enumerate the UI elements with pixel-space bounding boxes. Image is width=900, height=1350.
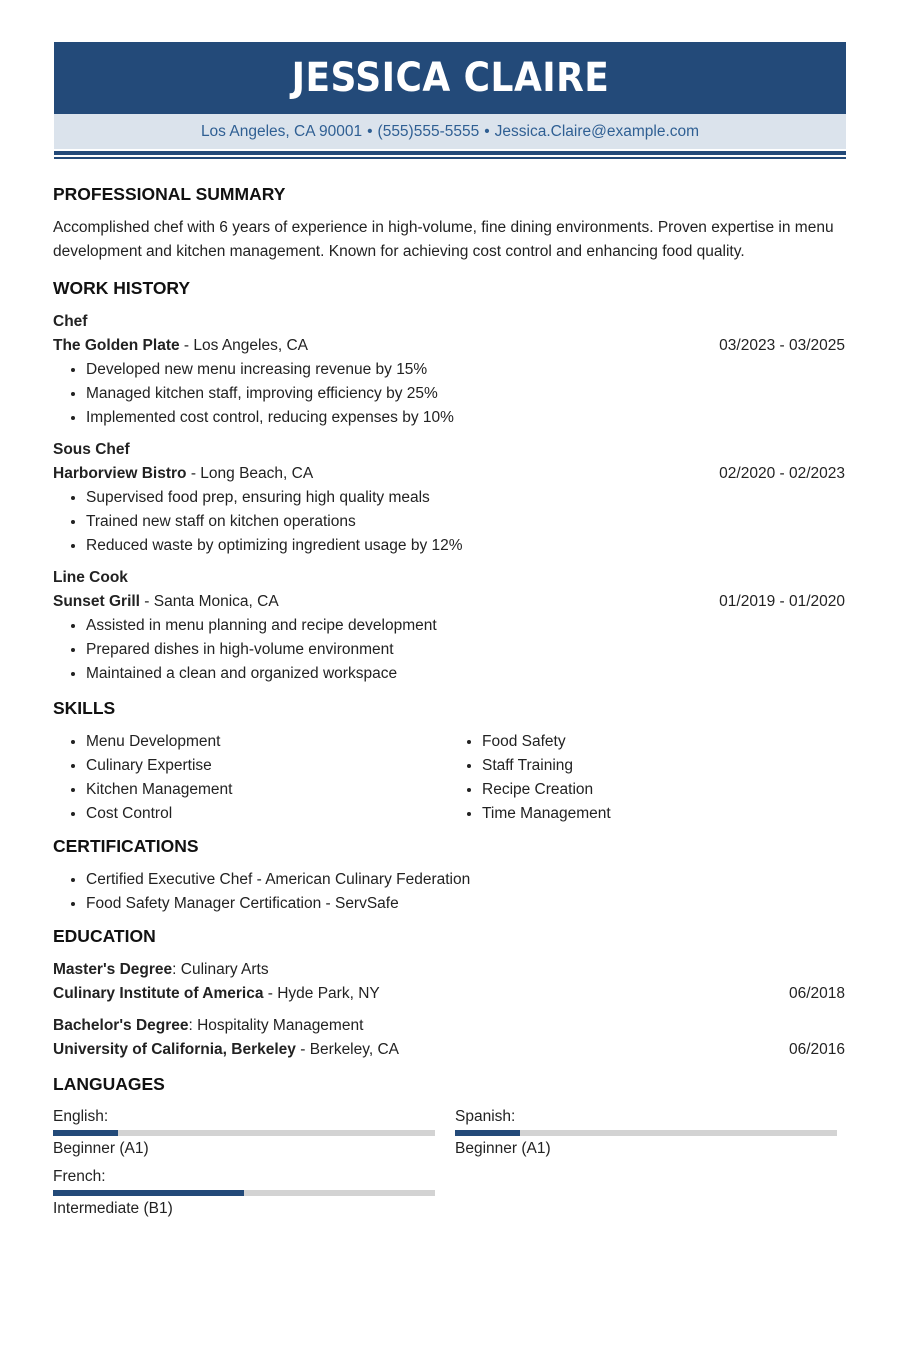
section-title-skills: SKILLS <box>53 698 116 718</box>
job-employer-line <box>53 462 845 486</box>
education-school: Culinary Institute of America <box>53 985 264 1002</box>
language-proficiency-fill <box>455 1130 520 1136</box>
skills-list-left <box>53 730 449 826</box>
language-proficiency-bar <box>53 1190 435 1196</box>
language-level: Beginner (A1) <box>455 1140 551 1157</box>
job-company: The Golden Plate <box>53 337 180 354</box>
certification-item: • Certified Executive Chef - American Culinary Federation <box>86 868 845 892</box>
skill-item: • Culinary Expertise <box>86 754 449 778</box>
job-company: Harborview Bistro <box>53 465 187 482</box>
skill-item: • Time Management <box>482 802 845 826</box>
skills-columns <box>53 730 845 826</box>
language-proficiency-bar <box>53 1130 435 1136</box>
header-rule-thick <box>54 151 846 155</box>
job-entry <box>53 310 845 430</box>
language-level: Intermediate (B1) <box>53 1200 173 1217</box>
job-bullet: • Implemented cost control, reducing expenses by 10% <box>86 406 845 430</box>
job-dates: 02/2020 - 02/2023 <box>719 465 845 482</box>
section-title-languages: LANGUAGES <box>53 1074 165 1094</box>
skills-list-right <box>449 730 845 826</box>
job-bullet: • Assisted in menu planning and recipe development <box>86 614 845 638</box>
contact-separator: • <box>367 122 373 140</box>
job-location: - Santa Monica, CA <box>140 593 279 610</box>
job-bullet: • Supervised food prep, ensuring high quality meals <box>86 486 845 510</box>
skill-item: • Staff Training <box>482 754 845 778</box>
language-entry <box>455 1106 845 1160</box>
job-bullet: • Prepared dishes in high-volume environment <box>86 638 845 662</box>
education-degree: Master's Degree <box>53 961 173 978</box>
certifications-list <box>53 868 845 916</box>
skill-item: • Kitchen Management <box>86 778 449 802</box>
language-name: English: <box>53 1108 109 1125</box>
language-proficiency-bar <box>455 1130 837 1136</box>
contact-phone: (555)555-5555 <box>377 122 480 140</box>
job-bullet: • Reduced waste by optimizing ingredient usage by 12% <box>86 534 845 558</box>
resume-content <box>53 180 845 1220</box>
job-employer-line <box>53 590 845 614</box>
job-title: Chef <box>53 313 88 330</box>
education-location: - Hyde Park, NY <box>263 985 380 1002</box>
language-name: French: <box>53 1168 106 1185</box>
education-field: : Hospitality Management <box>188 1017 364 1034</box>
education-date: 06/2016 <box>788 1041 845 1058</box>
section-title-education: EDUCATION <box>53 926 156 946</box>
job-title: Sous Chef <box>53 441 130 458</box>
education-degree: Bachelor's Degree <box>53 1017 189 1034</box>
education-entry <box>53 1014 845 1062</box>
job-title: Line Cook <box>53 569 128 586</box>
skill-item: • Cost Control <box>86 802 449 826</box>
job-bullet: • Trained new staff on kitchen operations <box>86 510 845 534</box>
job-dates: 01/2019 - 01/2020 <box>719 593 845 610</box>
job-bullet: • Developed new menu increasing revenue by 15% <box>86 358 845 382</box>
job-company: Sunset Grill <box>53 593 140 610</box>
language-proficiency-fill <box>53 1190 244 1196</box>
summary-text: Accomplished chef with 6 years of experience in high-volume, fine dining environments. Proven expertise in menu development and kitchen management. Known for achieving cost control and enhancing food quality. <box>53 219 834 260</box>
job-entry <box>53 566 845 686</box>
education-field: : Culinary Arts <box>172 961 269 978</box>
job-bullet: • Maintained a clean and organized workspace <box>86 662 845 686</box>
job-bullet: • Managed kitchen staff, improving efficiency by 25% <box>86 382 845 406</box>
skill-item: • Recipe Creation <box>482 778 845 802</box>
languages-grid <box>53 1106 845 1220</box>
education-date: 06/2018 <box>788 985 845 1002</box>
header-band <box>54 42 846 114</box>
contact-bar <box>54 114 846 149</box>
job-bullets <box>53 614 845 686</box>
contact-location: Los Angeles, CA 90001 <box>200 122 363 140</box>
job-entry <box>53 438 845 558</box>
language-proficiency-fill <box>53 1130 118 1136</box>
job-location: - Los Angeles, CA <box>179 337 308 354</box>
section-title-certifications: CERTIFICATIONS <box>53 836 199 856</box>
contact-separator: • <box>484 122 490 140</box>
education-location: - Berkeley, CA <box>295 1041 399 1058</box>
header-rule-thin <box>54 157 846 159</box>
skill-item: • Menu Development <box>86 730 449 754</box>
candidate-name: JESSICA CLAIRE <box>291 55 609 101</box>
language-name: Spanish: <box>455 1108 516 1125</box>
certification-item: • Food Safety Manager Certification - ServSafe <box>86 892 845 916</box>
job-employer-line <box>53 334 845 358</box>
language-level: Beginner (A1) <box>53 1140 149 1157</box>
education-entry <box>53 958 845 1006</box>
job-bullets <box>53 358 845 430</box>
section-title-work: WORK HISTORY <box>53 278 191 298</box>
section-title-summary: PROFESSIONAL SUMMARY <box>53 184 286 204</box>
job-bullets <box>53 486 845 558</box>
skill-item: • Food Safety <box>482 730 845 754</box>
language-entry <box>53 1106 455 1160</box>
job-location: - Long Beach, CA <box>186 465 314 482</box>
contact-email[interactable]: Jessica.Claire@example.com <box>494 122 700 140</box>
education-school: University of California, Berkeley <box>53 1041 296 1058</box>
language-entry <box>53 1166 455 1220</box>
job-dates: 03/2023 - 03/2025 <box>719 337 845 354</box>
